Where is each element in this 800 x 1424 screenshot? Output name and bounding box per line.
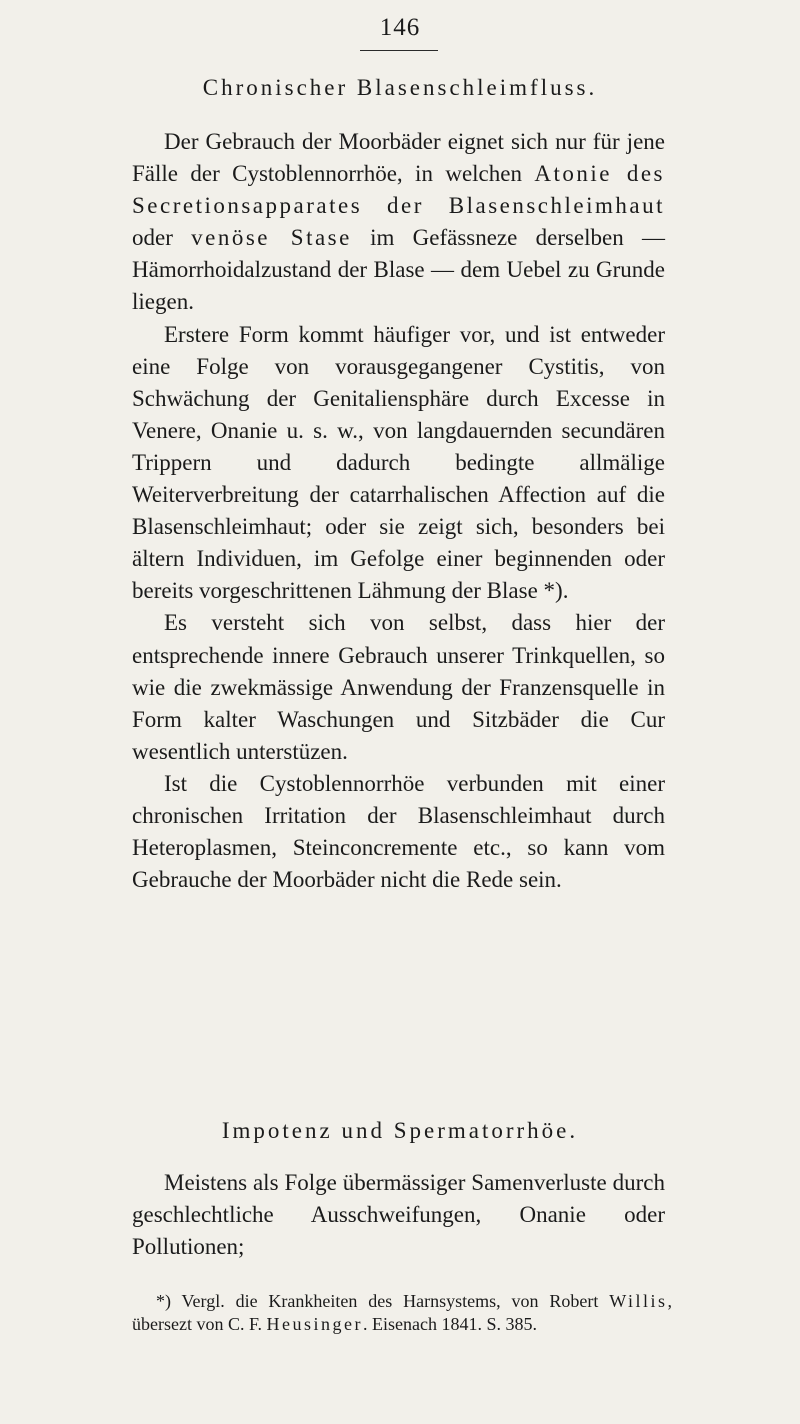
footnote-author: Willis [609,1291,668,1311]
paragraph: Ist die Cystoblennorrhöe verbunden mit einer chronischen Irritation der Blasenschleimhaut durch Heteroplasmen, Steinconcremente etc., so kann vom Gebrauche der Moorbäder nicht die Rede sein. [132,770,665,893]
footnote-text [132,1291,672,1334]
section-body-impotenz [132,1167,665,1263]
text-run: *) Vergl. die Krankheiten des Harnsystems, von Robert [156,1291,610,1311]
emphasized-text: Atonie des Secretionsapparates der Blasenschleimhaut [132,161,665,219]
section-body-blasenschleimfluss [132,126,665,896]
section-heading-impotenz-und-spermatorrhoe: Impotenz und Spermatorrhöe. [221,1118,579,1143]
footnote [132,1290,672,1336]
text-run: oder [132,225,192,251]
paragraph: Erstere Form kommt häufiger vor, und ist entweder eine Folge von vorausgegangener Cystitis, von Schwächung der Genitaliensphäre durch Excesse in Venere, Onanie u. s. w., von langdauernden secundären Trippern und dadurch bedingte allmälige Weiterverbreitung der catarrhalischen Affection auf die Blasenschleimhaut; oder sie zeigt sich, besonders bei ältern Individuen, im Gefolge einer beginnenden oder bereits vorgeschrittenen Lähmung der Blase *). [132,321,665,604]
page-number: 146 [379,14,421,41]
text-run: im Gefässneze derselben — Hämorrhoidalzustand der Blase — dem Uebel zu Grunde liegen. [132,225,665,315]
text-run: , übersezt von C. F. [132,1291,672,1334]
footnote-translator: Heusinger [266,1314,364,1334]
page-number-rule [360,50,438,51]
paragraph: Es versteht sich von selbst, dass hier der entsprechende innere Gebrauch unserer Trinkquellen, so wie die zwekmässige Anwendung der Franzensquelle in Form kalter Waschungen und Sitzbäder die Cur wesentlich unterstüzen. [132,610,665,764]
paragraph: Meistens als Folge übermässiger Samenverluste durch geschlechtliche Ausschweifungen, Onanie oder Pollutionen; [132,1170,665,1260]
section-heading-chronischer-blasenschleimfluss: Chronischer Blasenschleimfluss. [202,75,598,100]
text-run: . Eisenach 1841. S. 385. [363,1314,538,1334]
emphasized-text: venöse Stase [191,225,352,251]
paragraph [132,126,665,319]
text-run: Der Gebrauch der Moorbäder eignet sich nur für jene Fälle der Cystoblennorrhöe, in welchen [132,129,665,187]
